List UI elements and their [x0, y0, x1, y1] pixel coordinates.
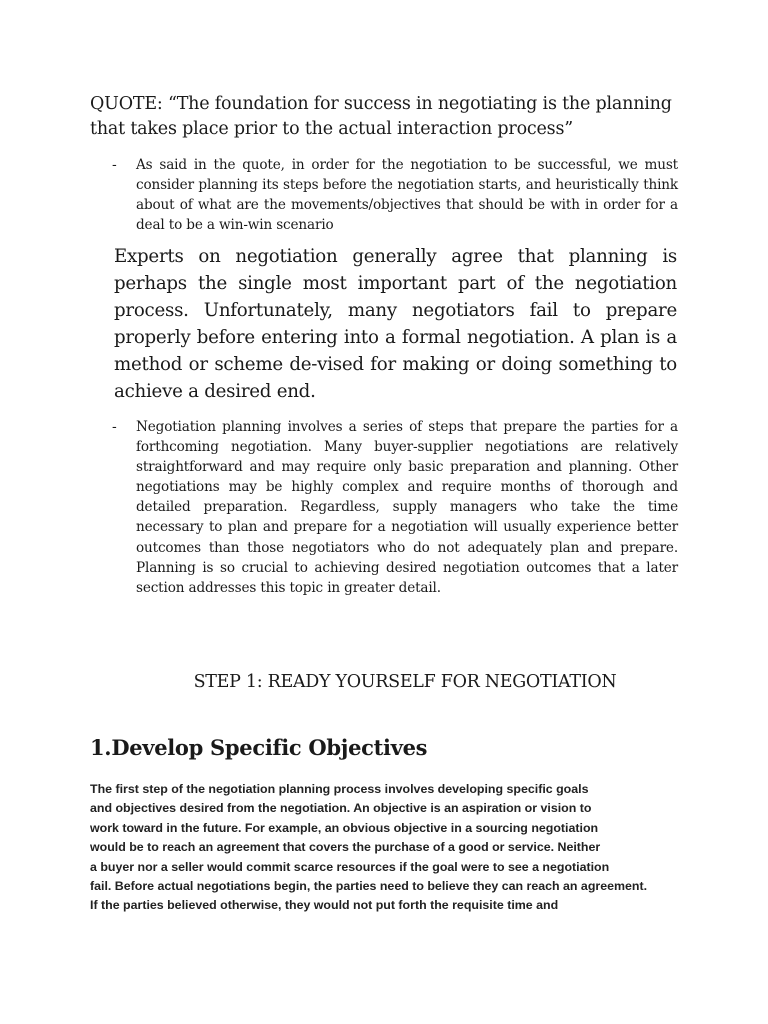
section-heading: 1.Develop Specific Objectives: [90, 735, 428, 760]
paragraph-planning: Experts on negotiation generally agree that planning is perhaps the single most important part of the negotiation process. Unfortunately, many negotiators fail to prepare properly before entering into a formal negotiation. A plan is a method or scheme de-vised for making or doing something to achieve a desired end.: [114, 246, 677, 402]
body-line: would be to reach an agreement that covers the purchase of a good or service. Neither: [90, 840, 601, 855]
bullet-item-1: [112, 155, 678, 235]
body-line: a buyer nor a seller would commit scarce resources if the goal were to see a negotiation: [90, 859, 610, 874]
body-line: and objectives desired from the negotiation. An objective is an aspiration or vision to: [90, 801, 592, 816]
bullet-item-2: [112, 417, 678, 598]
bullet-marker: -: [112, 419, 117, 435]
body-line: work toward in the future. For example, an obvious objective in a sourcing negotiation: [90, 820, 599, 835]
bullet-text-1: As said in the quote, in order for the negotiation to be successful, we must consider planning its steps before the negotiation starts, and heuristically think about of what are the movements/objectives that should be with in order for a deal to be a win-win scenario: [136, 157, 678, 234]
body-line: The first step of the negotiation planning process involves developing specific goals: [90, 782, 589, 796]
quote-text: QUOTE: “The foundation for success in negotiating is the planning that takes place prior to the actual interaction process”: [90, 94, 672, 139]
step-heading: STEP 1: READY YOURSELF FOR NEGOTIATION: [193, 672, 617, 692]
bullet-text-2: Negotiation planning involves a series of steps that prepare the parties for a forthcoming negotiation. Many buyer-supplier negotiations are relatively straightforward and may require only basic preparation and planning. Other negotiations may be highly complex and require months of thorough and detailed preparation. Regardless, supply managers who take the time necessary to plan and prepare for a negotiation will usually experience better outcomes than those negotiators who do not adequately plan and prepare. Planning is so crucial to achieving desired negotiation outcomes that a later section addresses this topic in greater detail.: [136, 419, 678, 596]
body-line: fail. Before actual negotiations begin, the parties need to believe they can reach an agreement.: [90, 879, 648, 894]
bullet-marker: -: [112, 157, 117, 173]
body-line: If the parties believed otherwise, they would not put forth the requisite time and: [90, 898, 559, 913]
body-paragraph: [90, 780, 690, 916]
